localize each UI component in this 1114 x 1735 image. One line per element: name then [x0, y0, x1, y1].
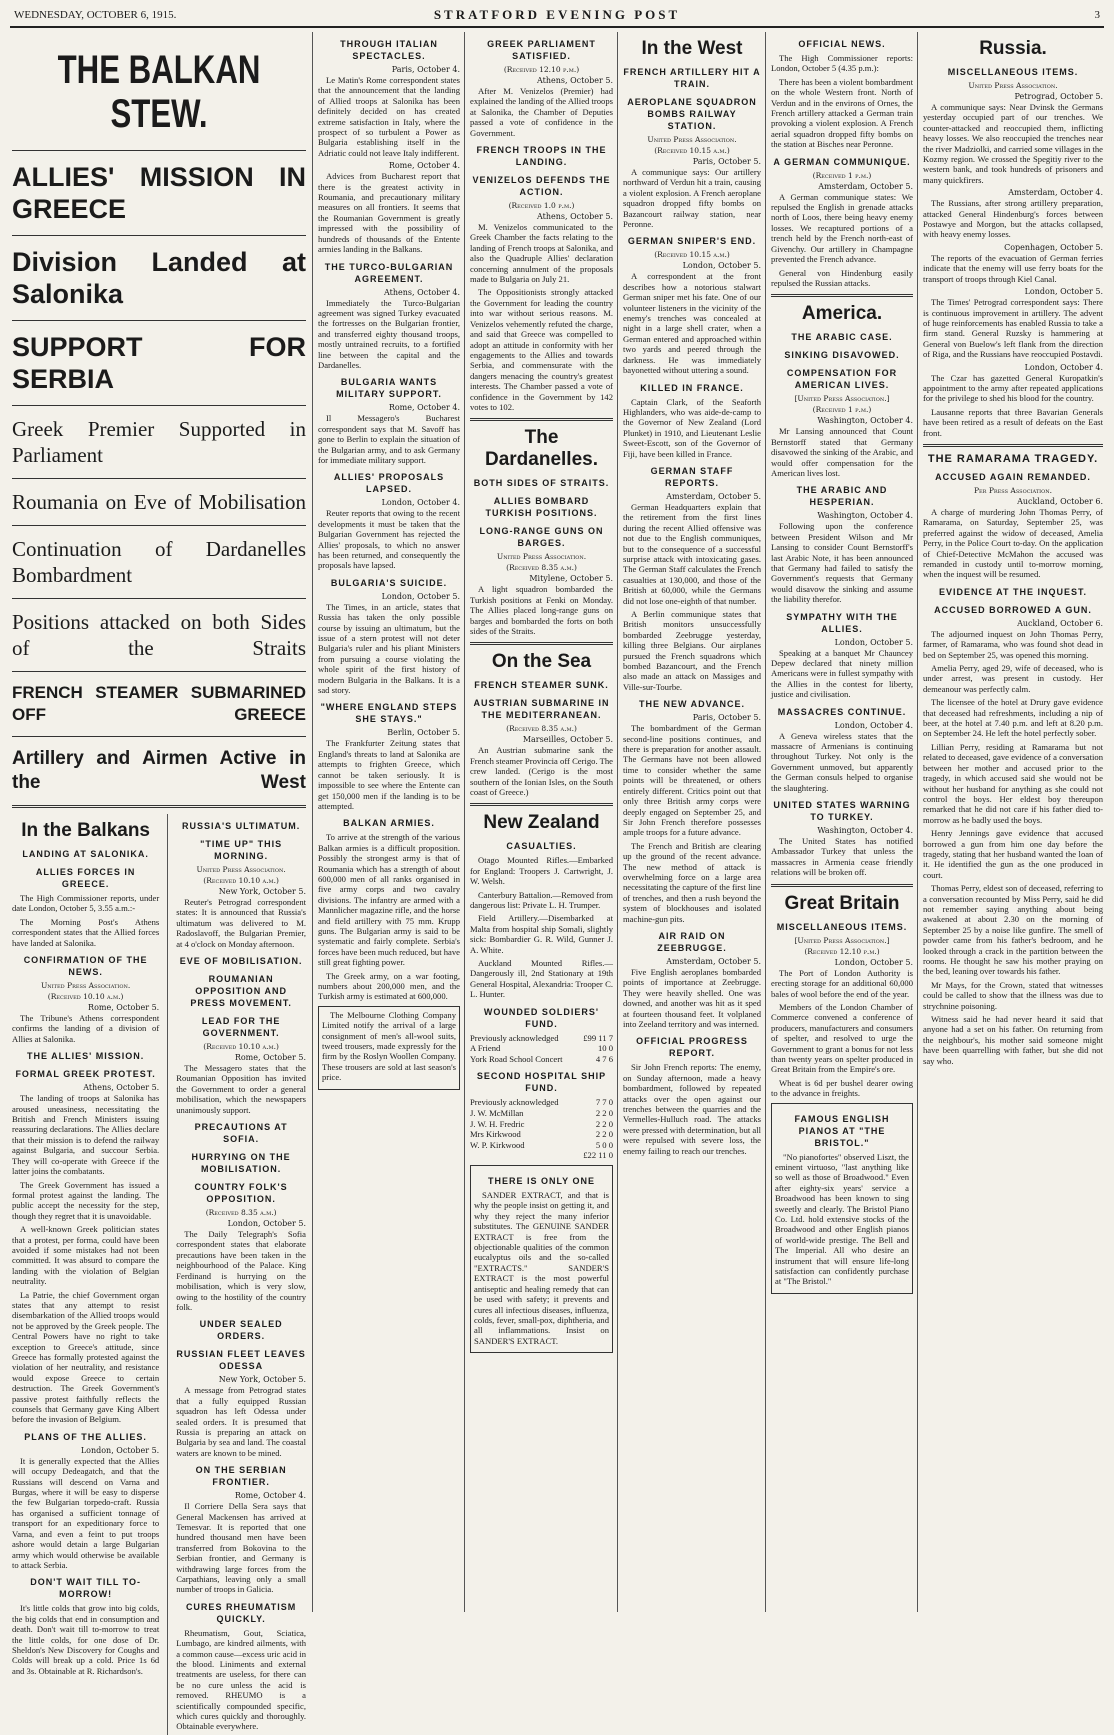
article-text: German Headquarters explain that the retirement from the first lines during the recent Allied offensive was not due to the English communiques, but to the consequence of a successful surprise attack with intoxicating gases. The German Staff calculates the French casualties at 130,000, and those of the British at 60,000, while the Germans did not lose one-eighth of that number.	[623, 501, 761, 606]
subheading: SINKING DISAVOWED.	[784, 350, 900, 361]
received-time: (Received 8.35 a.m.)	[506, 724, 577, 734]
dateline: London, October 4.	[381, 498, 460, 508]
subheading: OFFICIAL PROGRESS REPORT.	[636, 1036, 748, 1059]
subheading: AUSTRIAN SUBMARINE IN THE MEDITERRANEAN.	[473, 698, 610, 721]
article-text: The Russians, after strong artillery preparation, attacked General Hindenburg's forces between Postawye and Morgon, but the attacks collapsed, with heavy enemy losses.	[923, 198, 1103, 240]
fund-amount: 7 7 0	[595, 1097, 613, 1108]
dateline: Rome, October 4.	[234, 1491, 306, 1501]
divider	[12, 805, 306, 808]
subheading: WOUNDED SOLDIERS' FUND.	[483, 1006, 600, 1029]
dateline: New York, October 5.	[218, 887, 306, 896]
fund-amount: 2 2 0	[595, 1108, 613, 1119]
subheading: MASSACRES CONTINUE.	[777, 706, 907, 717]
dateline: Amsterdam, October 5.	[818, 181, 913, 191]
section-russia: Russia.	[979, 38, 1047, 59]
advert-text: "No pianofortes" observed Liszt, the eminent virtuoso, "last anything like so well as those of Broadwood." Even after eighty-six years' service a Broadwood has been known to sing sweetly and clearly. The Bristol Piano Co. Ltd. hold extensive stocks of the Broadwood and other English pianos of world-wide prestige. The Bell and The Imperial. All who desire an instrument that will ensure life-long satisfaction can confidently purchase at "The Bristol."	[775, 1151, 909, 1287]
subheading: LEAD FOR THE GOVERNMENT.	[201, 1016, 281, 1039]
article-text: Wheat is 6d per bushel dearer owing to the advance in freights.	[771, 1077, 913, 1099]
article-text: The reports of the evacuation of German ferries indicate that the enemy will use ferry boats for the transport of troops through Kiel Canal.	[923, 252, 1103, 284]
article-text: Otago Mounted Rifles.—Embarked for England: Troopers J. Cartwright, J. W. Welsh.	[470, 855, 613, 887]
section-in-the-balkans: In the Balkans	[21, 820, 151, 841]
received-time: (Received 12.10 p.m.)	[804, 946, 880, 956]
article-text: The Port of London Authority is erecting storage for an additional 60,000 bales of wool before the end of the year.	[771, 967, 913, 999]
divider	[12, 525, 306, 526]
received-time: (Received 1.0 p.m.)	[508, 201, 575, 211]
fund-table	[470, 1097, 613, 1161]
subheading: EVE OF MOBILISATION.	[179, 956, 303, 967]
article-text: Canterbury Battalion.—Removed from dangerous list: Private L. H. Trumper.	[470, 889, 613, 911]
subheading: VENIZELOS DEFENDS THE ACTION.	[472, 175, 611, 198]
article-text: After M. Venizelos (Premier) had explained the landing of the Allied troops at Salonika, the Chamber of Deputies passed a vote of confidence in the Government.	[470, 86, 613, 138]
subheading: HURRYING ON THE MOBILISATION.	[191, 1152, 291, 1175]
received-time: (Received 1 p.m.)	[812, 170, 872, 180]
credit-line: [United Press Association.]	[794, 935, 890, 945]
fund-row	[470, 1097, 613, 1108]
dateline: Mitylene, October 5.	[529, 574, 613, 584]
subheading: CURES RHEUMATISM QUICKLY.	[185, 1601, 297, 1624]
dateline: London, October 5.	[834, 957, 913, 967]
subheading: ACCUSED BORROWED A GUN.	[934, 604, 1092, 615]
column-rule	[917, 32, 918, 1612]
article-text: The Oppositionists strongly attacked the Government for leading the country into war without serious reasons. M. Venizelos vehemently refuted the charge, and said that Greece was compelled to adopt an attitude in conformity with her engagements to the Allies and towards Serbia, and commensurate with the dangers menacing the country's greatest interests. The Chamber passed a vote of confidence in the Government by 142 votes to 102.	[470, 287, 613, 412]
article-text: It is generally expected that the Allies will occupy Dedeagatch, and that the Russians will descend on Varna and Burgas, where it will be easy to disperse the few Bulgarian torpedo-craft. Russia has organised a sufficient tonnage of transport for an expeditionary force to Varna, and even a feint to put troops ashore would detain a large Bulgarian army which would otherwise be available to attack Serbia.	[12, 1455, 160, 1570]
subheading: BULGARIA WANTS MILITARY SUPPORT.	[336, 377, 442, 400]
dateline: Athens, October 5.	[536, 212, 613, 222]
column-1	[8, 32, 310, 1732]
dateline: Rome, October 4.	[388, 161, 460, 171]
fund-total: £22 11 0	[583, 1150, 613, 1161]
article-text: Field Artillery.—Disembarked at Malta from hospital ship Somali, slightly sick: Bombardier G. R. Wild, Gunner J. A. White.	[470, 913, 613, 955]
credit-line: Per Press Association.	[973, 485, 1053, 495]
article-text: Auckland Mounted Rifles.—Dangerously ill, 2nd Stationary at 19th General Hospital, Alexandria: Trooper C. L. Hunter.	[470, 958, 613, 1000]
subheading: RUSSIA'S ULTIMATUM.	[181, 821, 301, 831]
received-time: (Received 8.35 a.m.)	[205, 1208, 277, 1218]
fund-row	[470, 1043, 613, 1054]
article-text: Il Messagero's Bucharest correspondent says that M. Savoff has gone to Berlin to explain the situation of the Bulgarian army, and to ask Germany for immediate military support.	[318, 413, 460, 465]
dateline: London, October 5.	[80, 1445, 160, 1455]
received-time: (Received 10.15 a.m.)	[654, 146, 730, 155]
subheading: A GERMAN COMMUNIQUE.	[773, 156, 911, 167]
dateline: New York, October 5.	[218, 1375, 306, 1385]
received-time: (Received 10.10 a.m.)	[47, 992, 124, 1002]
article-text: Mr Lansing announced that Count Bernstorff stated that Germany disavowed the sinking of the Arabic, and would offer compensation for the American lives lost.	[771, 426, 913, 478]
subheading: GERMAN SNIPER'S END.	[627, 236, 757, 247]
divider	[923, 444, 1103, 447]
subheading: BULGARIA'S SUICIDE.	[330, 577, 448, 588]
subheading: SYMPATHY WITH THE ALLIES.	[786, 611, 898, 634]
subheading: "TIME UP" THIS MORNING.	[200, 839, 283, 861]
article-text: An Austrian submarine sank the French steamer Provincia off Cerigo. The crew landed. (Cerigo is the most southern of the Ionian Isles, on the South coast of Greece.)	[470, 745, 613, 797]
headline-division-landed: Division Landed at Salonika	[12, 247, 306, 309]
advert-text: The Melbourne Clothing Company Limited notify the arrival of a large consignment of men's all-wool suits, tweed trousers, made expressly for the firm by the Roslyn Woollen Company. These trousers are sold at last season's price.	[322, 1009, 456, 1083]
subheading: AEROPLANE SQUADRON BOMBS RAILWAY STATION.	[627, 97, 757, 131]
received-time: (Received 1 p.m.)	[812, 405, 872, 415]
article-text: A communique says: Near Dvinsk the Germans yesterday occupied part of our trenches. We counter-attacked and reoccupied them, inflicting heavy losses. We also reoccupied the trenches near the river Madziolki, and carried some villages in the Kozmy region. We crossed the Spegitiy river to the western bank, and took hundreds of prisoners and many quickfirers.	[923, 102, 1103, 185]
dateline: Rome, October 5.	[88, 1003, 160, 1013]
divider	[12, 320, 306, 321]
fund-row	[470, 1108, 613, 1119]
dateline: Petrograd, October 5.	[1014, 92, 1103, 101]
subheading: MISCELLANEOUS ITEMS.	[947, 67, 1079, 77]
divider	[771, 294, 913, 297]
russia-ultimatum-subcolumn	[176, 814, 306, 1735]
subheading: THERE IS ONLY ONE	[487, 1176, 596, 1187]
fund-row	[470, 1129, 613, 1140]
divider	[470, 803, 613, 806]
dateline: Washington, October 4.	[817, 511, 913, 521]
article-text: Speaking at a banquet Mr Chauncey Depew declared that ninety million Americans were in fullest sympathy with the Allies in the contest for liberty, justice and civilisation.	[771, 647, 913, 700]
received-time: (Received 8.35 a.m.)	[506, 563, 577, 573]
article-text: The Czar has gazetted General Kuropatkin's appointment to the army after repeated applications for the privilege to shed his blood for the country.	[923, 372, 1103, 404]
fund-row	[470, 1119, 613, 1130]
fund-row	[470, 1140, 613, 1151]
article-text: There has been a violent bombardment on the whole Western front. North of Verdun and in the environs of Ornes, the French artillery attacked a German train provoking a violent explosion. A French aerial squadron dropped fifty bombs on the station at Bisches near Peronne.	[771, 76, 913, 150]
subheading: LONG-RANGE GUNS ON BARGES.	[479, 526, 604, 549]
article-text: The Times, in an article, states that Russia has taken the only possible course by issuing an ultimatum, but the issue of a stern protest will not deter Bulgaria's ruler and his pliant Ministers from pursuing a course violating the whole spirit of the first history of modern Bulgaria in the Balkans. It is a sad story.	[318, 601, 460, 696]
advert-text: SANDER EXTRACT, and that is why the people insist on getting it, and why they reject the many inferior substitutes. The GENUINE SANDER EXTRACT is free from the objectionable qualities of the common eucalyptus oils and the so-called "EXTRACTS." SANDER'S EXTRACT is the most powerful antiseptic and healing remedy that can be used with safety; it prevents and cures all infectious diseases, influenza, colds, fever, small-pox, diphtheria, and all inflammations. Insist on SANDER'S EXTRACT.	[474, 1190, 609, 1346]
article-text: Thomas Perry, eldest son of deceased, referring to a conversation recounted by Miss Perry, said he did not remember saying anything about being awakened at about 2.30 on the morning of September 25 by a noise like gunfire. The smell of powder came from his father's bedroom, and he looked through a crack in the partition between the rooms. He thought he saw his mother praying on the bed, leaning over towards his father.	[923, 883, 1103, 977]
subheading: GERMAN STAFF REPORTS.	[650, 465, 734, 488]
fund-name: W. P. Kirkwood	[470, 1139, 525, 1150]
dateline: Auckland, October 6.	[1017, 618, 1103, 628]
article-text: Following upon the conference between President Wilson and Mr Lansing to consider Count Bernstorff's last Arabic Note, it has been announced that Germany had failed to satisfy the Government's requests that Germany would disavow the sinking and assume the liability therefor.	[771, 521, 913, 605]
article-text: A Berlin communique states that British monitors unsuccessfully bombarded Zeebrugge yesterday, killing three Belgians. Our airplanes pursued the French squadrons which bombed Bazancourt, and the French also made an attack on Massiges and Ville-sur-Tourbe.	[623, 609, 761, 692]
article-text: Mr Mays, for the Crown, stated that witnesses could be called to show that the illness was due to strychnine poisoning.	[923, 979, 1103, 1011]
article-text: General von Hindenburg easily repulsed the Russian attacks.	[771, 267, 913, 288]
article-text: The Greek army, on a war footing, numbers about 200,000 men, and the Turkish army is estimated at 600,000.	[318, 970, 460, 1002]
fund-amount: £99 11 7	[583, 1032, 613, 1043]
fund-amount: 2 2 0	[595, 1129, 613, 1140]
dateline: Rome, October 4.	[388, 403, 460, 413]
advert-box	[318, 1006, 460, 1090]
subheading: THE TURCO-BULGARIAN AGREEMENT.	[324, 261, 454, 284]
subheading: SECOND HOSPITAL SHIP FUND.	[476, 1071, 607, 1094]
subheading: FAMOUS ENGLISH PIANOS AT "THE BRISTOL."	[794, 1113, 890, 1148]
article-text: The Messagero states that the Roumanian Opposition has invited the Government to order a general mobilisation, which the newspapers unanimously support.	[176, 1063, 306, 1115]
article-text: The Tribune's Athens correspondent confirms the landing of a division of Allies at Salonika.	[12, 1013, 160, 1044]
column-rule	[617, 32, 618, 1612]
divider	[12, 478, 306, 479]
subheading: "WHERE ENGLAND STEPS SHE STAYS."	[320, 702, 458, 725]
fund-amount: 2 2 0	[595, 1118, 613, 1129]
article-text: Le Matin's Rome correspondent states that the announcement that the landing of Allied troops at Salonika has been definitely decided on has created extreme satisfaction in Italy, where the prospect of so turbulent a Power as Bulgaria establishing itself in the Adriatic could not leave Italy indifferent.	[318, 75, 460, 158]
subheading: EVIDENCE AT THE INQUEST.	[938, 586, 1087, 597]
article-text: To arrive at the strength of the various Balkan armies is a difficult proposition. Possibly the strongest army is that of Roumania which has a strength of about 600,000 men of all ranks organised in five army corps and two cavalry divisions. The infantry are armed with a Mannlicher magazine rifle, and the horse and field artillery with 75 mm. Krupp guns. The Bulgarian army is said to be systematic and fairly complete. Serbia's forces have been much reduced, but have still great fighting power.	[318, 832, 460, 968]
dateline: Paris, October 5.	[692, 713, 761, 723]
fund-name: Previously acknowledged	[470, 1032, 559, 1043]
received-time: (Received 10.10 a.m.)	[203, 1042, 279, 1052]
subheading: PLANS OF THE ALLIES.	[24, 1431, 147, 1442]
fund-name: Mrs Kirkwood	[470, 1129, 521, 1140]
dateline: Athens, October 4.	[383, 287, 460, 297]
article-text: The Greek Government has issued a formal protest against the landing. The public accept the necessity for the step, though they regret that it is unavoidable.	[12, 1179, 160, 1221]
credit-line: United Press Association.	[496, 552, 587, 562]
subheading: CONFIRMATION OF THE NEWS.	[23, 955, 148, 978]
dateline: Athens, October 5.	[536, 76, 613, 85]
balkans-subcolumn	[12, 814, 159, 1735]
article-text: Members of the London Chamber of Commerce convened a conference of producers, manufacturers and consumers of spelter, and resolved to urge the Government to grant a bonus for not less than twenty years on spelter produced in Great Britain from the Empire's ore.	[771, 1001, 913, 1075]
dateline: London, October 4.	[1024, 362, 1103, 372]
divider	[12, 405, 306, 406]
subheading: UNITED STATES WARNING TO TURKEY.	[773, 800, 911, 823]
article-text: A communique says: Our artillery northward of Verdun hit a train, causing a violent explosion. A French aeroplane squadron dropped fifty bombs on Bazancourt railway station, near Peronne.	[623, 167, 761, 230]
article-text: Captain Clark, of the Seaforth Highlanders, who was aide-de-camp to the Governor of New Zealand (Lord Plunket) in 1910, and Lieutenant Leslie Sweet-Escott, son of the Governor of Fiji, have been killed in France.	[623, 396, 761, 459]
article-text: A message from Petrograd states that a fully equipped Russian squadron has left Odessa under sealed orders. It is presumed that Russia is preparing an attack on Bulgaria by sea and land. The coastal waters are known to be mined.	[176, 1385, 306, 1458]
column-3	[314, 32, 464, 1612]
article-text: The Times' Petrograd correspondent says: There is continuous improvement in artillery. The advent of huge reinforcements has enabled Russia to take a firm stand. General Ruzsky is hammering at General von Buelow's left flank from the direction of Riga, and the Russians have reoccupied Postavdi.	[923, 297, 1103, 360]
article-text: Lillian Perry, residing at Ramarama but not related to deceased, gave evidence of a conversation between her mother and accused prior to the tragedy, in which accused said she would not be without her husband for anything as she could not control the boys. Her eldest boy thereupon remarked that he did not care if his father died to-morrow as he badly used the boys.	[923, 741, 1103, 825]
fund-name: York Road School Concert	[470, 1053, 563, 1064]
column-5	[619, 32, 765, 1612]
article-text: Reuter reports that owing to the recent developments it must be taken that the Bulgarian Government has rejected the Allies' proposals, to which no answer has been returned, and consequently the proposals have lapsed.	[318, 508, 460, 571]
article-text: The Daily Telegraph's Sofia correspondent states that elaborate precautions have been taken in the neighbourhood of the Palace. King Ferdinand is hurrying on the mobilisation, which is very slow, owing to the hostility of the country folk.	[176, 1229, 306, 1312]
received-time: (Received 12.10 p.m.)	[503, 65, 580, 74]
subheading: ROUMANIAN OPPOSITION AND PRESS MOVEMENT.	[190, 974, 292, 1009]
subheading: LANDING AT SALONIKA.	[22, 849, 149, 859]
article-text: The landing of troops at Salonika has aroused uneasiness, necessitating the British and French Ministers issuing reassuring declarations. The Allies declare that their mission is to defend the railway against Bulgaria, and succour Serbia. They will co-operate with Greece if the latter joins the combatants.	[12, 1093, 160, 1177]
fund-name: J. W. McMillan	[470, 1108, 524, 1119]
subheading: RUSSIAN FLEET LEAVES ODESSA	[176, 1349, 306, 1372]
fund-row	[470, 1150, 613, 1161]
article-text: A German communique states: We repulsed the English in grenade attacks north of Loos, there being heavy enemy losses. We recaptured portions of a trench held by the French north-east of Givenchy. Our artillery in Champagne prevented the French advance.	[771, 191, 913, 265]
divider	[12, 598, 306, 599]
received-time: (Received 10.10 a.m.)	[203, 876, 279, 885]
dateline: London, October 4.	[834, 720, 913, 730]
dateline: London, October 5.	[682, 261, 761, 271]
subheading: OFFICIAL NEWS.	[798, 39, 886, 49]
headline-artillery: Artillery and Airmen Active in the West	[12, 748, 306, 793]
subheading: THE ARABIC AND HESPERIAN.	[796, 485, 888, 508]
article-text: Il Corriere Della Sera says that General Mackensen has arrived at Temesvar. It is reported that one hundred thousand men have been transferred from Bokovina to the Serbian frontier, and Germany is withdrawing large forces from the Carpathians, leaving only a small number of troops in Galicia.	[176, 1501, 306, 1595]
article-text: Sir John French reports: The enemy, on Sunday afternoon, made a heavy bombardment, followed by repeated attacks over the open against our trenches between the quarries and the Vermelles-Hulluch road. The attacks were pressed with determination, but all were repulsed with severe loss, the enemy failing to reach our trenches.	[623, 1062, 761, 1156]
dateline: Amsterdam, October 5.	[666, 491, 761, 501]
subheading: KILLED IN FRANCE.	[640, 382, 744, 393]
section-on-the-sea: On the Sea	[491, 651, 592, 673]
article-text: The High Commissioner reports: London, October 5 (4.35 p.m.):	[771, 53, 913, 74]
fund-amount: 5 0 0	[595, 1139, 613, 1150]
masthead	[10, 6, 1104, 28]
article-text: A well-known Greek politician states that a protest, per forma, could have been avoided if some mistakes had not been committed. It was absurd to compare the landing with the violation of Belgian neutrality.	[12, 1224, 160, 1287]
subheading: ALLIES' PROPOSALS LAPSED.	[333, 472, 445, 495]
issue-date: WEDNESDAY, OCTOBER 6, 1915.	[14, 9, 177, 21]
headline-french-steamer: FRENCH STEAMER SUBMARINED OFF GREECE	[12, 683, 306, 724]
dateline: Rome, October 5.	[234, 1053, 306, 1063]
section-ramarama: THE RAMARAMA TRAGEDY.	[927, 452, 1099, 465]
fund-amount: 10 0	[597, 1043, 613, 1054]
divider	[12, 235, 306, 236]
divider	[470, 642, 613, 645]
article-text: La Patrie, the chief Government organ states that any attempt to resist disembarkation of the Allied troops would not be approved by the Greek people. The Central Powers have no right to take exception to Greece's attitude, since Greece has formally protested against the violation of her neutrality, and resistance would expose Greece to certain destruction. The Greek Government's passive protest faithfully reflects the counsels that Germany gave King Albert before the invasion of Belgium.	[12, 1289, 160, 1425]
dateline: Auckland, October 6.	[1017, 496, 1103, 506]
newspaper-title: STRATFORD EVENING POST	[433, 7, 681, 22]
headline-support-serbia: SUPPORT FOR SERBIA	[12, 332, 306, 394]
subheading: THROUGH ITALIAN SPECTACLES.	[340, 39, 438, 61]
article-text: Advices from Bucharest report that there is the greatest activity in Roumania, and precautionary military measures on all frontiers. It seems that the Roumanian Government is greatly impressed with the possibility of hundreds of thousands of the Entente armies landing in the Balkans.	[318, 171, 460, 255]
article-text: Amelia Perry, aged 29, wife of deceased, who is under arrest, was present in custody. Her demeanour was perfectly calm.	[923, 663, 1103, 694]
article-text: Henry Jennings gave evidence that accused borrowed a gun from him one day before the tragedy, stating that her husband wanted the loan of it. He identified the gun as the one produced in court.	[923, 828, 1103, 880]
column-rule	[765, 32, 766, 1612]
page-number: 3	[1094, 9, 1100, 21]
divider	[771, 884, 913, 887]
dateline: Amsterdam, October 5.	[666, 956, 761, 966]
subheading: PRECAUTIONS AT SOFIA.	[194, 1122, 288, 1145]
section-america: America.	[801, 303, 883, 325]
article-text: Reuter's Petrograd correspondent states: It is announced that Russia's ultimatum was delivered to M. Radoslavoff, the Bulgarian Premier, at 4 o'clock on Monday afternoon.	[176, 897, 306, 949]
dateline: Copenhagen, October 5.	[1004, 242, 1103, 252]
divider	[470, 418, 613, 421]
article-text: The adjourned inquest on John Thomas Perry, farmer, of Ramarama, who was found shot dead in bed on September 25, was opened this morning.	[923, 628, 1103, 660]
dateline: Washington, October 4.	[817, 826, 913, 836]
headline-greek-premier: Greek Premier Supported in Parliament	[12, 417, 306, 467]
article-text: Immediately the Turco-Bulgarian agreement was signed Turkey evacuated the fortresses on the Bulgarian frontier, and transferred eighty thousand troops, mostly untrained recruits, to a fortified line between the capital and the Dardanelles.	[318, 297, 460, 370]
column-rule	[167, 814, 168, 1735]
subheading: MISCELLANEOUS ITEMS.	[776, 921, 908, 932]
article-text: The Morning Post's Athens correspondent states that the Allied forces have landed at Salonika.	[12, 916, 160, 948]
subheading: ALLIES BOMBARD TURKISH POSITIONS.	[485, 496, 598, 519]
article-text: A correspondent at the front describes how a notorious stalwart German sniper met his fate. One of our volunteer listeners in the vicinity of the enemy's trenches was concealed at night in a large shell crater, when a German entered and approached within two yards and peered through the darkness. He was immediately bayonetted without uttering a sound.	[623, 271, 761, 376]
credit-line: United Press Association.	[968, 81, 1058, 90]
credit-line: [United Press Association.]	[794, 394, 890, 404]
dateline: Marseilles, October 5.	[522, 735, 613, 745]
credit-line: United Press Association.	[40, 981, 131, 991]
subheading: FRENCH STEAMER SUNK.	[474, 680, 609, 691]
advert-text: It's little colds that grow into big colds, the big colds that end in consumption and death. Don't wait till to-morrow to treat the little colds, for one dose of Dr. Sheldon's New Discovery for Coughs and Colds will break up a cold. Price 1s 6d and 3s. Obtainable at R. Richardson's.	[12, 1603, 160, 1676]
dateline: London, October 5.	[381, 591, 460, 601]
subheading: THE ARABIC CASE.	[791, 332, 893, 343]
dateline: Amsterdam, October 4.	[1008, 188, 1103, 198]
article-text: The Frankfurter Zeitung states that England's threats to land at Salonika are attempts to frighten Greece, which cannot be taken seriously. It is impossible to see where the Entente can get 150,000 men if the landing is to be attempted.	[318, 738, 460, 811]
divider	[12, 671, 306, 672]
headline-positions: Positions attacked on both Sides of the Straits	[12, 610, 306, 660]
column-rule	[312, 32, 313, 1612]
article-text: A Geneva wireless states that the massacre of Armenians is continuing throughout Turkey. Not only is the Government unmoved, but apparently the German consuls helped to organise the slaughtering.	[771, 730, 913, 793]
article-text: Five English aeroplanes bombarded points of importance at Zeebrugge. They were heavily shelled. One was downed, and another was hit as it sped at fourteen thousand feet. It volplaned into Zeeland territory and was interned.	[623, 966, 761, 1029]
section-dardanelles: The Dardanelles.	[485, 427, 598, 471]
dateline: Berlin, October 5.	[387, 728, 460, 738]
dateline: Paris, October 5.	[692, 157, 761, 166]
article-text: A light squadron bombarded the Turkish positions at Fenki on Monday. The Allies placed long-range guns on barges and bombarded the forts on both sides of the Straits.	[470, 584, 613, 636]
subheading: FORMAL GREEK PROTEST.	[15, 1069, 156, 1080]
fund-row	[470, 1033, 613, 1044]
received-time: (Received 10.15 a.m.)	[654, 250, 730, 260]
dateline: London, October 5.	[1024, 287, 1103, 297]
subheading: UNDER SEALED ORDERS.	[199, 1319, 283, 1342]
dateline: London, October 5.	[834, 637, 913, 647]
subheading: COUNTRY FOLK'S OPPOSITION.	[194, 1182, 288, 1205]
balkans-split	[12, 814, 306, 1735]
subheading: CASUALTIES.	[506, 841, 577, 852]
column-4	[466, 32, 617, 1612]
dateline: Washington, October 4.	[817, 416, 913, 426]
credit-line: United Press Association.	[196, 865, 286, 874]
subheading: GREEK PARLIAMENT SATISFIED.	[487, 39, 596, 61]
subheading: ACCUSED AGAIN REMANDED.	[935, 471, 1091, 482]
divider	[12, 150, 306, 151]
article-text: Witness said he had never heard it said that anyone had a set on his father. On returning from the neighbour's, his mother said someone might have been quarrelling with father, but she did not say who.	[923, 1014, 1103, 1066]
advert-box	[470, 1165, 613, 1353]
subheading: THE NEW ADVANCE.	[639, 699, 745, 710]
article-text: The High Commissioner reports, under date London, October 5, 3.55 a.m.:-	[12, 893, 160, 914]
subheading: BOTH SIDES OF STRAITS.	[473, 478, 610, 489]
advert-text: Rheumatism, Gout, Sciatica, Lumbago, are kindred ailments, with a common cause—excess uric acid in the blood. Liniments and external treatments are useless, for there can be no cure unless the acid is removed. RHEUMO is a scientifically compounded specific, which cures quickly and thoroughly. Obtainable everywhere.	[176, 1627, 306, 1732]
headline-allies-mission: ALLIES' MISSION IN GREECE	[12, 162, 306, 224]
column-6	[767, 32, 917, 1612]
column-rule	[464, 32, 465, 1612]
credit-line: United Press Association.	[647, 135, 737, 144]
subheading: ON THE SERBIAN FRONTIER.	[195, 1465, 287, 1488]
headline-roumania: Roumania on Eve of Mobilisation	[12, 490, 306, 514]
subheading: FRENCH TROOPS IN THE LANDING.	[476, 145, 607, 168]
divider	[12, 736, 306, 737]
fund-row	[470, 1054, 613, 1065]
subheading: COMPENSATION FOR AMERICAN LIVES.	[786, 368, 898, 391]
subheading: ALLIES FORCES IN GREECE.	[35, 867, 136, 889]
section-in-the-west: In the West	[641, 38, 743, 59]
dateline: Athens, October 5.	[83, 1083, 160, 1093]
column-7	[919, 32, 1107, 1612]
subheading: AIR RAID ON ZEEBRUGGE.	[657, 930, 727, 953]
subheading: FRENCH ARTILLERY HIT A TRAIN.	[623, 67, 761, 89]
dateline: Paris, October 4.	[391, 65, 460, 74]
article-text: A charge of murdering John Thomas Perry, of Ramarama, on Saturday, September 25, was preferred against the widow of deceased, Amelia Perry, in the Police Court to-day. On the application of Chief-Detective McMahon the accused was remanded in custody until to-morrow morning, when the inquest will be resumed.	[923, 506, 1103, 580]
main-headline: THE BALKAN STEW.	[57, 48, 261, 136]
article-text: Lausanne reports that three Bavarian Generals have been retired as a result of defeats on the East front.	[923, 406, 1103, 438]
fund-name: Previously acknowledged	[470, 1097, 559, 1108]
article-text: The United States has notified Ambassador Turkey that unless the massacres in Armenia cease friendly relations will be broken off.	[771, 836, 913, 878]
section-new-zealand: New Zealand	[483, 812, 600, 834]
fund-name: J. W. H. Fredric	[470, 1118, 525, 1129]
subheading: BALKAN ARMIES.	[343, 818, 435, 829]
fund-name: A Friend	[470, 1043, 501, 1054]
headline-dardanelles: Continuation of Dardanelles Bombardment	[12, 537, 306, 587]
article-text: M. Venizelos communicated to the Greek Chamber the facts relating to the landing of French troops at Salonika, and also the Quadruple Allies' declaration concerning annulment of the proposals made to Bulgaria on July 21.	[470, 222, 613, 285]
article-text: The licensee of the hotel at Drury gave evidence that deceased had refreshments, including a nip of beer, at the hotel at 7.40 p.m. and left at 8.20 p.m. on September 24. He left the hotel perfectly sober.	[923, 697, 1103, 739]
dateline: London, October 5.	[227, 1219, 306, 1229]
fund-amount: 4 7 6	[595, 1053, 613, 1064]
subheading: THE ALLIES' MISSION.	[26, 1051, 145, 1062]
article-text: The French and British are clearing up the ground of the recent advance. The new method of attack is overwhelming force on a large area necessitating the capture of the first line of trenches, and then a rush beyond the system of blockhouses and isolated machine-gun pits.	[623, 840, 761, 924]
article-text: The bombardment of the German second-line positions continues, and there is preparation for another assault. The Germans have not been allowed time to consider whether the same points will be threatened, or others entirely different. Critics point out that only three British army corps were deeply engaged on September 25, and Sir John French therefore possesses ample troops for a future advance.	[623, 723, 761, 838]
fund-table	[470, 1033, 613, 1065]
section-great-britain: Great Britain	[784, 892, 900, 914]
advert-box	[771, 1103, 913, 1294]
subheading: DON'T WAIT TILL TO-MORROW!	[30, 1577, 142, 1600]
